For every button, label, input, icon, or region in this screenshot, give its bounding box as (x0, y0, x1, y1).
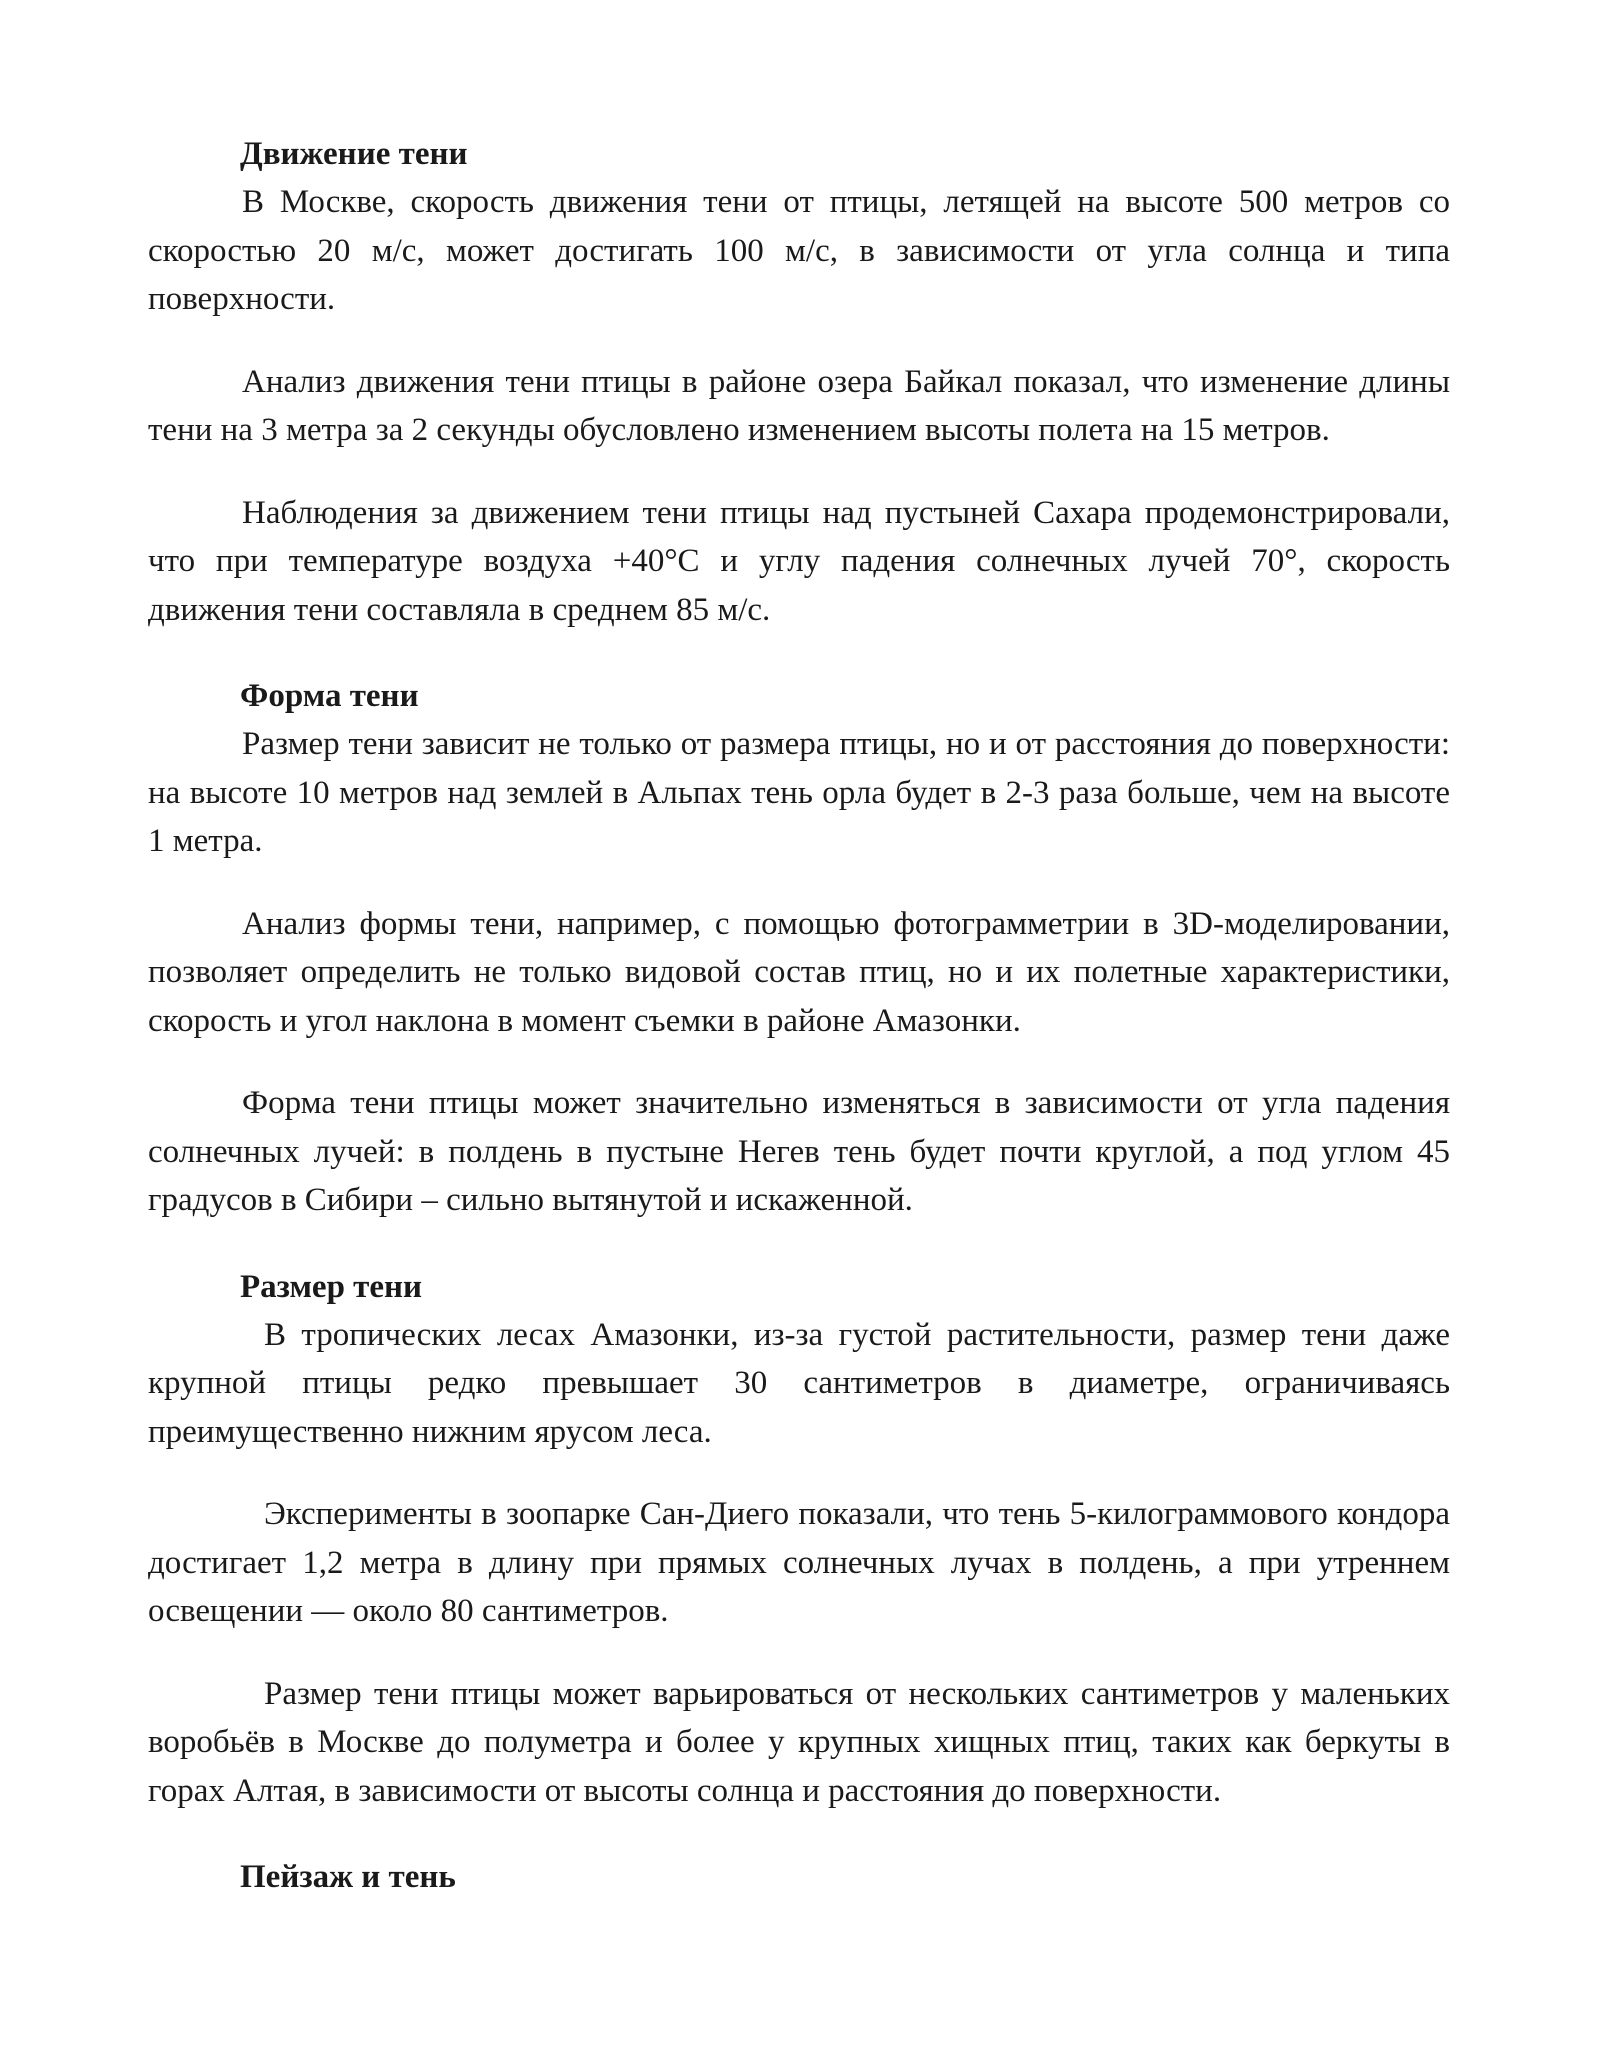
paragraph: Эксперименты в зоопарке Сан-Диего показали, что тень 5-килограммового кондора достигает 1,2 метра в длину при прямых солнечных лучах в полдень, а при утреннем освещении — около 80 сантиметров. (148, 1496, 1450, 1629)
section-heading: Движение тени (240, 136, 468, 172)
paragraph: Наблюдения за движением тени птицы над пустыней Сахара продемонстрировали, что при температуре воздуха +40°C и углу падения солнечных лучей 70°, скорость движения тени составляла в среднем 85 м/с. (148, 494, 1450, 628)
section-heading: Форма тени (240, 678, 419, 714)
section-landscape-and-shadow (148, 1853, 1450, 1901)
paragraph: Размер тени зависит не только от размера птицы, но и от расстояния до поверхности: на высоте 10 метров над землей в Альпах тень орла будет в 2-3 раза больше, чем на высоте 1 метра. (148, 726, 1450, 859)
paragraph: Размер тени птицы может варьироваться от нескольких сантиметров у маленьких воробьёв в Москве до полуметра и более у крупных хищных птиц, таких как беркуты в горах Алтая, в зависимости от высоты солнца и расстояния до поверхности. (148, 1675, 1450, 1809)
paragraph: В тропических лесах Амазонки, из-за густой растительности, размер тени даже крупной птицы редко превышает 30 сантиметров в диаметре, ограничиваясь преимущественно нижним ярусом леса. (148, 1316, 1450, 1450)
paragraph: Анализ формы тени, например, с помощью фотограмметрии в 3D-моделировании, позволяет определить не только видовой состав птиц, но и их полетные характеристики, скорость и угол наклона в момент съемки в районе Амазонки. (148, 905, 1450, 1039)
section-shadow-size (148, 1263, 1450, 1816)
paragraph: Анализ движения тени птицы в районе озера Байкал показал, что изменение длины тени на 3 метра за 2 секунды обусловлено изменением высоты полета на 15 метров. (148, 363, 1450, 448)
document-page (148, 130, 1450, 1901)
paragraph: В Москве, скорость движения тени от птицы, летящей на высоте 500 метров со скоростью 20 м/с, может достигать 100 м/с, в зависимости от угла солнца и типа поверхности. (148, 184, 1450, 317)
paragraph: Форма тени птицы может значительно изменяться в зависимости от угла падения солнечных лучей: в полдень в пустыне Негев тень будет почти круглой, а под углом 45 градусов в Сибири – сильно вытянутой и искаженной. (148, 1085, 1450, 1218)
section-shadow-shape (148, 672, 1450, 1225)
section-heading: Пейзаж и тень (240, 1859, 456, 1895)
section-heading: Размер тени (240, 1268, 423, 1305)
section-shadow-movement (148, 130, 1450, 634)
